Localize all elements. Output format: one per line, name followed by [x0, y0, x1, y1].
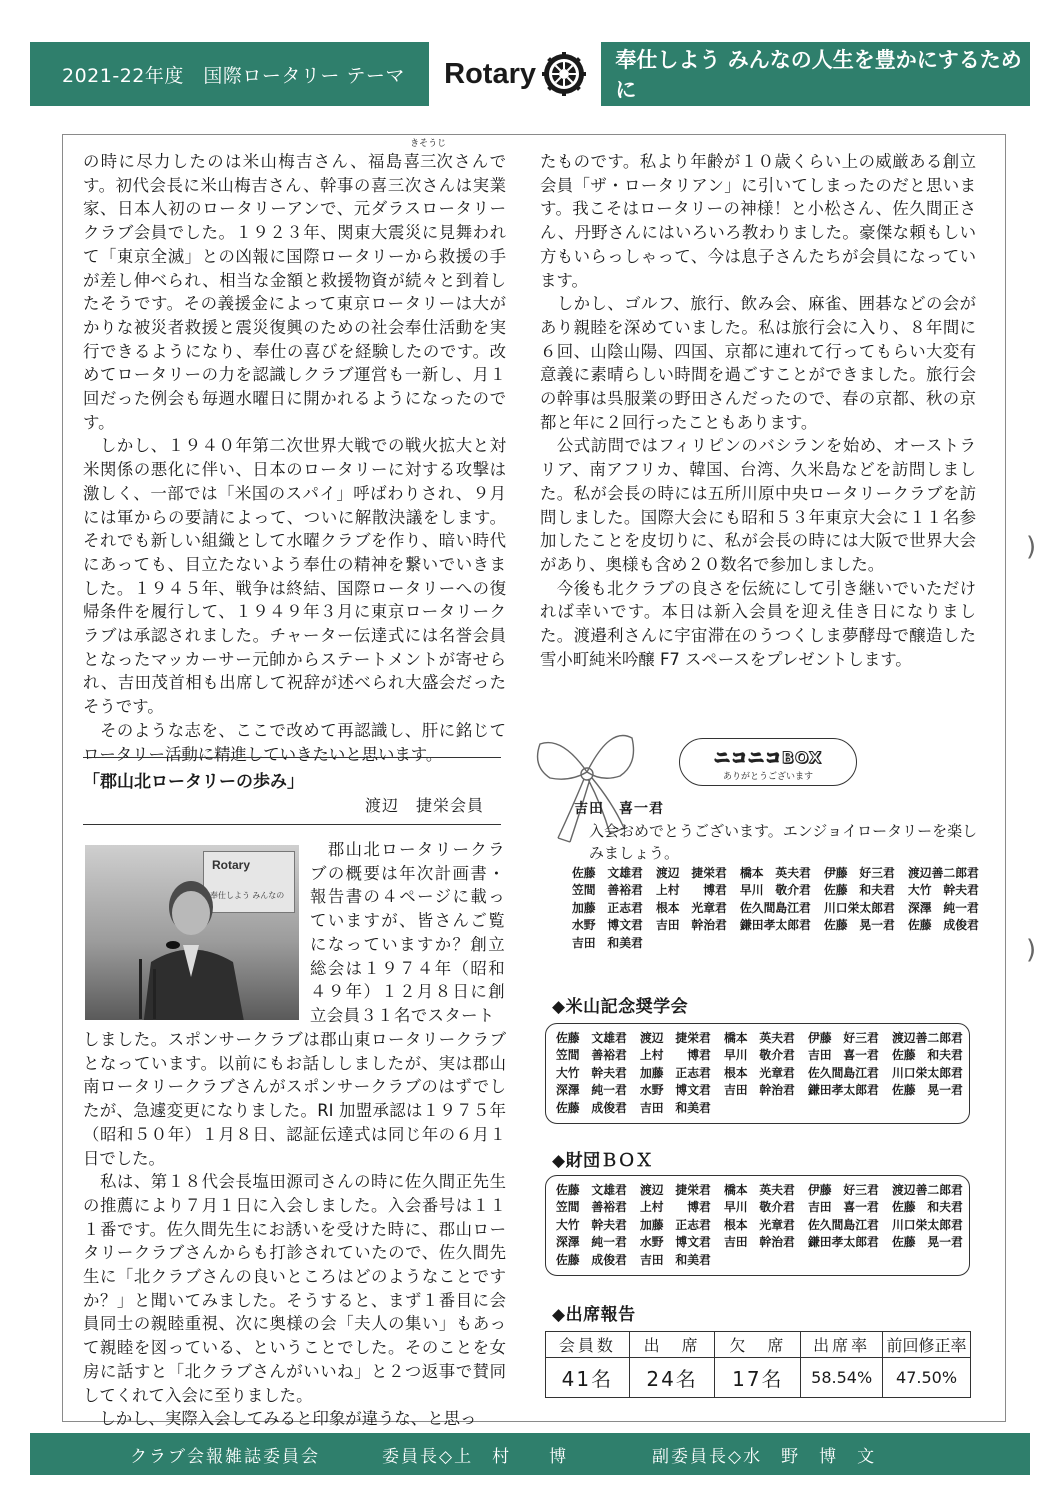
value-revised-rate: 47.50%: [883, 1358, 971, 1398]
nikoniko-box-badge: [679, 738, 857, 786]
right-paragraph-2: しかし、ゴルフ、旅行、飲み会、麻雀、囲碁などの会があり親睦を深めていました。私は旅行会に入り、８年間に６回、山陰山陽、四国、京都に連れて行ってもらい大変有意義に素晴らしい時間を過ごすことができました。旅行会の幹事は呉服業の野田さんだったので、春の京都、秋の京都と年に２回行ったこともあります。: [540, 294, 977, 432]
member-name: 川口栄太郎君: [892, 1217, 963, 1232]
right-column: [540, 150, 976, 671]
history-paragraph-3: しかし、実際入会してみると印象が違うな、と思っ: [99, 1409, 477, 1429]
member-name: 伊藤 好三君: [824, 866, 895, 880]
yoneyama-heading: ◆米山記念奨学会: [552, 997, 689, 1017]
member-name: 吉田 幹治君: [724, 1083, 795, 1098]
member-name: 川口栄太郎君: [892, 1065, 963, 1080]
value-members: 41名: [546, 1358, 630, 1398]
footer-chair: 委員長◇上 村 博: [382, 1446, 569, 1467]
member-name: 佐久間島江君: [740, 900, 811, 915]
honoree-name: 吉田 喜一君: [574, 801, 664, 817]
member-name: 水野 博文君: [640, 1083, 711, 1098]
member-name: 佐久間島江君: [808, 1217, 879, 1232]
member-name: 橋本 英夫君: [724, 1183, 795, 1197]
member-name: 根本 光章君: [724, 1217, 795, 1232]
nikoniko-title: ニコニコBOX: [713, 748, 823, 767]
member-name: 加藤 正志君: [640, 1065, 711, 1080]
member-name: 水野 博文君: [640, 1235, 711, 1250]
margin-mark: ): [1026, 935, 1037, 965]
member-name: 鎌田孝太郎君: [808, 1083, 879, 1098]
member-name: 上村 博君: [640, 1048, 711, 1063]
attendance-value-row: [546, 1358, 971, 1398]
member-name: 加藤 正志君: [572, 900, 643, 915]
member-name: 早川 敬介君: [724, 1200, 795, 1215]
member-name: 根本 光章君: [656, 900, 727, 915]
member-name: 鎌田孝太郎君: [808, 1235, 879, 1250]
header-present: 出 席: [629, 1332, 715, 1358]
left-paragraph-1: の時に尽力したのは米山梅吉さん、福島 きそうじ 喜三次さんです。初代会長に米山梅吉さん、幹事の喜三次さんは実業家、日本人初のロータリーアンで、元ダラスロータリークラブ会員でした。１９２３年、関東大震災に見舞われて「東京全滅」との凶報に国際ロータリーから救援の手が差し伸べられ、相当な金額と救援物資が続々と到着したそうです。その義援金によって東京ロータリーは大がかりな被災者救援と震災復興のための社会奉仕活動を実行できるようになり、奉仕の喜びを経験したのです。改めてロータリーの力を認識しクラブ運営も一新し、月１回だった例会も毎週水曜日に開かれるようになったのです。: [83, 139, 507, 432]
member-name: 川口栄太郎君: [824, 900, 895, 915]
history-body: [83, 1028, 506, 1431]
member-name: 佐藤 成俊君: [556, 1100, 627, 1115]
member-name: 早川 敬介君: [724, 1048, 795, 1063]
zaidan-names: [545, 1175, 970, 1276]
member-name: 吉田 和美君: [640, 1252, 711, 1267]
member-name: 深澤 純一君: [908, 900, 979, 915]
theme-text: 奉仕しよう みんなの人生を豊かにするために: [615, 48, 1022, 102]
member-name: 大竹 幹夫君: [908, 883, 979, 898]
footer-vice-chair: 副委員長◇水 野 博 文: [652, 1446, 877, 1467]
nikoniko-names: [572, 865, 990, 952]
value-attendance-rate: 58.54%: [801, 1358, 883, 1398]
member-name: 水野 博文君: [572, 918, 643, 933]
member-name: 佐藤 成俊君: [908, 918, 979, 933]
left-paragraph-3: そのような志を、ここで改めて再認識し、肝に銘じてロータリー活動に精進していきたいと思います。: [83, 720, 507, 764]
member-name: 佐藤 和夫君: [892, 1200, 963, 1215]
rotary-logo: [429, 42, 602, 106]
left-paragraph-2: しかし、１９４０年第二次世界大戦での戦火拡大と対米関係の悪化に伴い、日本のロータリーに対する攻撃は激しく、一部では「米国のスパイ」呼ばわりされ、９月には軍からの要請によって、ついに解散決議をします。それでも新しい組織として水曜クラブを作り、暗い時代にあっても、目立たないよう奉仕の精神を繋いでいきました。１９４５年、戦争は終結、国際ロータリーへの復帰条件を履行して、１９４９年３月に東京ロータリークラブは承認されました。チャーター伝達式には名誉会員となったマッカーサー元帥からステートメントが寄せられ、吉田茂首相も出席して祝辞が述べられ大盛会だったそうです。: [83, 436, 507, 717]
member-name: 鎌田孝太郎君: [740, 918, 811, 933]
rotary-wheel-icon: [542, 52, 586, 96]
nikoniko-subtitle: ありがとうございます: [722, 772, 813, 782]
member-name: 佐藤 晃一君: [892, 1235, 963, 1250]
member-name: 伊藤 好三君: [808, 1031, 879, 1045]
member-name: 大竹 幹夫君: [556, 1065, 627, 1080]
member-name: 佐藤 成俊君: [556, 1252, 627, 1267]
photo-banner: Rotary 奉仕しよう みんなの: [203, 851, 295, 913]
member-name: 佐藤 晃一君: [892, 1083, 963, 1098]
zaidan-heading: ◆財団ＢＯＸ: [552, 1151, 654, 1171]
honoree-message: 入会おめでとうございます。エンジョイロータリーを楽しみましょう。: [589, 822, 978, 862]
header-revised-rate: 前回修正率: [883, 1332, 971, 1358]
footer-committee: クラブ会報雑誌委員会: [130, 1446, 320, 1467]
header-absent: 欠 席: [715, 1332, 801, 1358]
member-name: 佐藤 晃一君: [824, 918, 895, 933]
member-name: 深澤 純一君: [556, 1235, 627, 1250]
member-name: 伊藤 好三君: [808, 1183, 879, 1197]
right-paragraph-1: たものです。私より年齢が１０歳くらい上の威厳ある創立会員「ザ・ロータリアン」に引いてしまったのだと思います。我こそはロータリーの神様！と小松さん、佐久間正さん、丹野さんにはいろいろ教わりました。豪傑な頼もしい方もいらっしゃって、今は息子さんたちが会員になっています。: [540, 152, 976, 290]
member-name: 渡辺 捷栄君: [640, 1183, 711, 1197]
member-name: 吉田 喜一君: [808, 1200, 879, 1215]
value-absent: 17名: [715, 1358, 801, 1398]
theme-year-label: 2021-22年度 国際ロータリー テーマ: [62, 64, 405, 87]
history-paragraph-1: しました。スポンサークラブは郡山東ロータリークラブとなっています。以前にもお話ししましたが、実は郡山南ロータリークラブさんがスポンサークラブのはずでしたが、急遽変更になりました。RI 加盟承認は１９７５年（昭和５０年）１月８日、認証伝達式は同じ年の６月１日でした。: [83, 1030, 506, 1168]
header-members: 会員数: [546, 1332, 630, 1358]
member-name: 佐藤 和夫君: [892, 1048, 963, 1063]
value-present: 24名: [629, 1358, 715, 1398]
member-name: 渡辺善二郎君: [892, 1183, 963, 1197]
member-name: 佐藤 文雄君: [572, 866, 643, 880]
history-paragraph-2: 私は、第１８代会長塩田源司さんの時に佐久間正先生の推薦により７月１日に入会しました。入会番号は１１１番です。佐久間先生にお誘いを受けた時に、郡山ロータリークラブさんからも打診されていたので、佐久間先生に「北クラブさんの良いところはどのようなことですか？」と聞いてみました。そうすると、まず１番目に会員同士の親睦重視、次に奥様の会「夫人の集い」もあって親睦を図っている、ということでした。そのことを女房に話すと「北クラブさんがいいね」と２つ返事で賛同してくれて入会に至りました。: [83, 1172, 507, 1405]
footer-band: [30, 1433, 1030, 1475]
member-name: 笠間 善裕君: [572, 883, 643, 898]
member-name: 吉田 和美君: [572, 935, 643, 950]
member-name: 吉田 幹治君: [656, 918, 727, 933]
attendance-header-row: [546, 1332, 971, 1358]
right-paragraph-3: 公式訪問ではフィリピンのバシランを始め、オーストラリア、南アフリカ、韓国、台湾、久米島などを訪問しました。私が会長の時には五所川原中央ロータリークラブを訪問しました。国際大会にも昭和５３年東京大会に１１名参加したことを皮切りに、私が会長の時には大阪で世界大会があり、奥様も含め２０数名で参加しました。: [540, 436, 977, 574]
member-name: 渡辺 捷栄君: [656, 866, 727, 880]
member-name: 吉田 和美君: [640, 1100, 711, 1115]
member-name: 渡辺善二郎君: [892, 1031, 963, 1045]
right-paragraph-4: 今後も北クラブの良さを伝統にして引き継いでいただければ幸いです。本日は新入会員を迎え佳き日になりました。渡邉利さんに宇宙滞在のうつくしま夢酵母で醸造した雪小町純米吟醸 F7 スペースをプレゼントします。: [540, 578, 977, 669]
left-column: [83, 139, 507, 766]
member-name: 佐久間島江君: [808, 1065, 879, 1080]
member-name: 吉田 喜一君: [808, 1048, 879, 1063]
section-divider-top: [83, 757, 501, 758]
member-name: 上村 博君: [656, 883, 727, 898]
section-author: 渡辺 捷栄会員: [365, 796, 485, 815]
member-name: 橋本 英夫君: [724, 1031, 795, 1045]
member-name: 佐藤 和夫君: [824, 883, 895, 898]
yoneyama-names: [545, 1023, 970, 1124]
member-name: 早川 敬介君: [740, 883, 811, 898]
attendance-heading: ◆出席報告: [552, 1305, 636, 1325]
member-name: 根本 光章君: [724, 1065, 795, 1080]
rotary-logo-text: Rotary: [444, 57, 536, 90]
speaker-figure: [133, 867, 253, 1020]
member-name: 深澤 純一君: [556, 1083, 627, 1098]
member-name: 笠間 善裕君: [556, 1048, 627, 1063]
member-name: 大竹 幹夫君: [556, 1217, 627, 1232]
member-name: 上村 博君: [640, 1200, 711, 1215]
section-divider-bottom: [83, 824, 501, 825]
member-name: 渡辺 捷栄君: [640, 1031, 711, 1045]
ruby-reading: きそうじ: [410, 139, 447, 149]
speaker-photo: [85, 845, 299, 1020]
attendance-table: [545, 1331, 971, 1398]
header-band: [30, 42, 1030, 106]
history-intro: 郡山北ロータリークラブの概要は年次計画書・報告書の４ページに載っていますが、皆さんご覧になっていますか？創立総会は１９７４年（昭和４９年）１２月８日に創立会員３１名でスタート: [310, 840, 506, 1025]
section-title: 「郡山北ロータリーの歩み」: [83, 772, 304, 792]
member-name: 吉田 幹治君: [724, 1235, 795, 1250]
margin-mark: ): [1026, 532, 1037, 562]
member-name: 橋本 英夫君: [740, 866, 811, 880]
member-name: 加藤 正志君: [640, 1217, 711, 1232]
member-name: 渡辺善二郎君: [908, 866, 979, 880]
header-attendance-rate: 出席率: [801, 1332, 883, 1358]
member-name: 佐藤 文雄君: [556, 1031, 627, 1045]
ruby-name: きそうじ 喜三次: [403, 139, 453, 171]
member-name: 佐藤 文雄君: [556, 1183, 627, 1197]
member-name: 笠間 善裕君: [556, 1200, 627, 1215]
